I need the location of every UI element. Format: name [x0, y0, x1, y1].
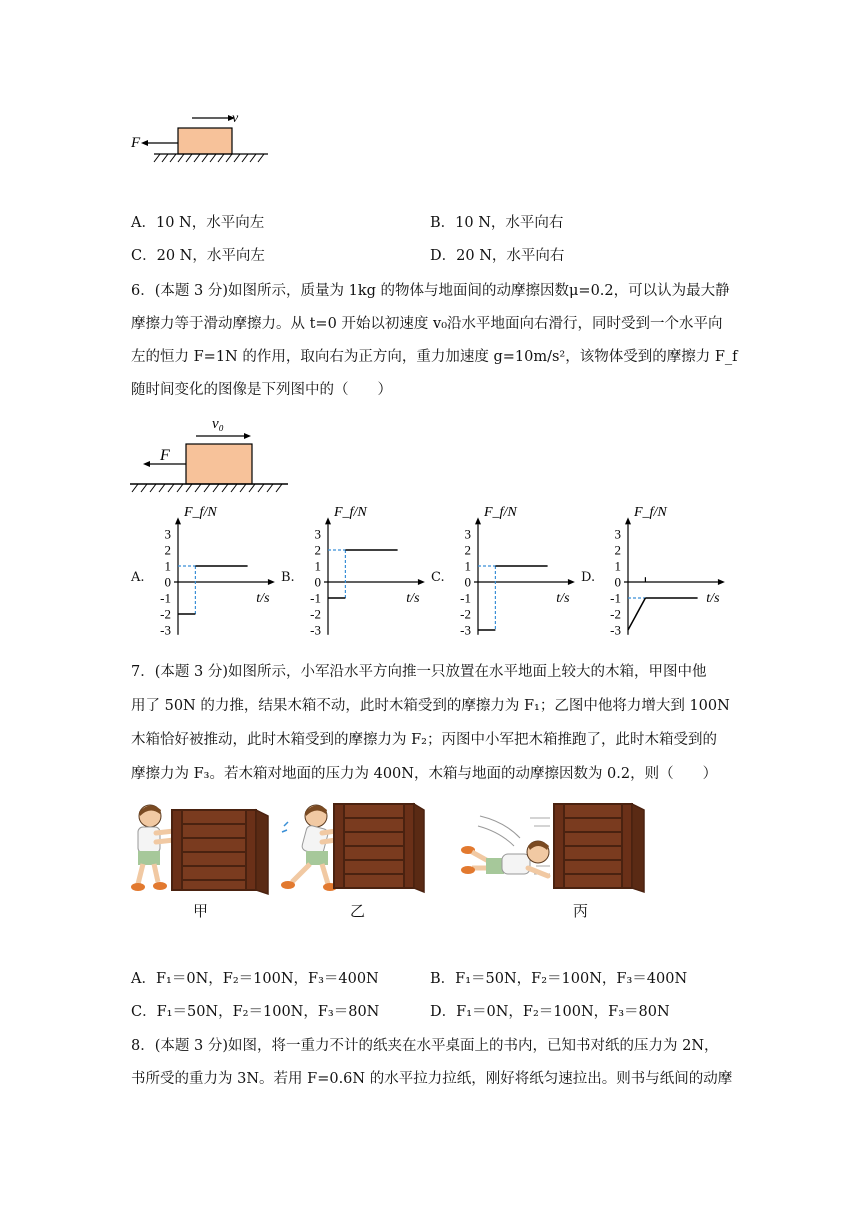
y-axis-label: F_f/N [484, 505, 517, 520]
q8-line-2: 书所受的重力为 3N。若用 F=0.6N 的水平拉力拉纸，刚好将纸匀速拉出。则书与纸间的动摩 [131, 1071, 733, 1087]
y-tick-label: -2 [460, 606, 471, 622]
y-axis-label: F_f/N [184, 505, 217, 520]
q5-force-label: F [131, 135, 141, 151]
y-tick-label: 2 [614, 542, 621, 558]
y-tick-label: 3 [614, 526, 621, 542]
friction-segment [628, 598, 645, 630]
q7-pushing-illustration-yi [278, 798, 428, 898]
q6-line-4: 随时间变化的图像是下列图中的（ ） [131, 382, 392, 398]
x-axis-arrow [568, 579, 575, 585]
q5-velocity-label: v [232, 111, 239, 126]
y-tick-label: -1 [160, 590, 171, 606]
option-text: 20 N，水平向右 [456, 248, 565, 264]
q5-option-a[interactable] [131, 213, 264, 233]
y-tick-label: -3 [460, 622, 471, 638]
option-text: F₁＝0N，F₂＝100N，F₃＝80N [456, 1004, 670, 1020]
x-axis-label: t/s [256, 591, 270, 606]
y-tick-label: -3 [160, 622, 171, 638]
q5-option-d[interactable] [430, 246, 564, 266]
x-axis-label: t/s [556, 591, 570, 606]
q6-force-label: F [160, 447, 170, 464]
y-tick-label: -2 [610, 606, 621, 622]
q6-line-2: 摩擦力等于滑动摩擦力。从 t=0 开始以初速度 v₀沿水平地面向右滑行，同时受到一个水平向 [131, 316, 723, 332]
option-letter: B． [430, 215, 456, 231]
option-letter: C． [131, 248, 157, 264]
q7-pushing-illustration-jia [128, 798, 273, 898]
x-axis-label: t/s [706, 591, 720, 606]
y-axis-arrow [325, 517, 331, 524]
q6-chart-c[interactable] [448, 504, 578, 648]
x-axis-arrow [268, 579, 275, 585]
q6-chart-b[interactable] [298, 504, 428, 648]
y-tick-label: -1 [610, 590, 621, 606]
q7-option-b[interactable] [430, 969, 687, 989]
y-tick-label: 2 [164, 542, 171, 558]
y-tick-label: -2 [310, 606, 321, 622]
q7-caption-jia: 甲 [193, 903, 209, 920]
x-axis-arrow [418, 579, 425, 585]
y-tick-label: 3 [164, 526, 171, 542]
q6-chart-letter-c[interactable]: C. [431, 570, 445, 585]
q6-velocity-label: v₀ [212, 416, 224, 432]
y-axis-label: F_f/N [334, 505, 367, 520]
q7-line-3: 木箱恰好被推动，此时木箱受到的摩擦力为 F₂；丙图中小军把木箱推跑了，此时木箱受到的 [131, 732, 717, 748]
y-tick-label: 1 [314, 558, 321, 574]
y-tick-label: -1 [460, 590, 471, 606]
y-tick-label: -3 [610, 622, 621, 638]
y-tick-label: -2 [160, 606, 171, 622]
q6-chart-letter-d[interactable]: D. [581, 570, 596, 585]
y-axis-arrow [625, 517, 631, 524]
q6-chart-letter-a[interactable]: A. [131, 570, 145, 585]
y-tick-label: 2 [314, 542, 321, 558]
y-tick-label: 0 [464, 574, 471, 590]
q7-option-c[interactable] [131, 1002, 379, 1022]
q6-line-1: 6．(本题 3 分)如图所示，质量为 1kg 的物体与地面间的动摩擦因数μ=0.2，可以认为最大静 [131, 283, 730, 299]
option-letter: A． [131, 971, 156, 987]
q7-option-d[interactable] [430, 1002, 670, 1022]
y-tick-label: 0 [314, 574, 321, 590]
option-letter: D． [430, 248, 457, 264]
y-axis-label: F_f/N [634, 505, 667, 520]
y-tick-label: 2 [464, 542, 471, 558]
y-tick-label: 3 [464, 526, 471, 542]
y-tick-label: 0 [614, 574, 621, 590]
q5-option-c[interactable] [131, 246, 265, 266]
q6-chart-letter-b[interactable]: B. [281, 570, 295, 585]
option-text: 10 N，水平向右 [455, 215, 564, 231]
q5-option-b[interactable] [430, 213, 563, 233]
option-letter: C． [131, 1004, 157, 1020]
q6-chart-a[interactable] [148, 504, 278, 648]
y-axis-arrow [175, 517, 181, 524]
q7-caption-yi: 乙 [350, 903, 366, 920]
q5-block-figure [128, 104, 278, 168]
y-tick-label: 1 [464, 558, 471, 574]
y-tick-label: -3 [310, 622, 321, 638]
q8-line-1: 8．(本题 3 分)如图，将一重力不计的纸夹在水平桌面上的书内，已知书对纸的压力为 2N， [131, 1038, 719, 1054]
q7-line-4: 摩擦力为 F₃。若木箱对地面的压力为 400N，木箱与地面的动摩擦因数为 0.2，则（ ） [131, 766, 718, 782]
y-tick-label: 1 [614, 558, 621, 574]
q7-caption-bing: 丙 [573, 903, 589, 920]
option-text: 20 N，水平向左 [156, 248, 265, 264]
option-letter: D． [430, 1004, 457, 1020]
y-tick-label: -1 [310, 590, 321, 606]
option-text: 10 N，水平向左 [155, 215, 265, 231]
option-letter: A． [131, 215, 156, 231]
q7-line-2: 用了 50N 的力推，结果木箱不动，此时木箱受到的摩擦力为 F₁；乙图中他将力增大到 100N [131, 698, 730, 714]
q7-pushing-illustration-bing [450, 796, 650, 898]
q6-block-figure [126, 410, 296, 496]
q7-line-1: 7．(本题 3 分)如图所示，小军沿水平方向推一只放置在水平地面上较大的木箱，甲图中他 [131, 664, 707, 680]
option-letter: B． [430, 971, 456, 987]
x-axis-label: t/s [406, 591, 420, 606]
y-tick-label: 1 [164, 558, 171, 574]
option-text: F₁＝50N，F₂＝100N，F₃＝400N [455, 971, 688, 987]
y-axis-arrow [475, 517, 481, 524]
y-tick-label: 0 [164, 574, 171, 590]
q6-chart-d[interactable] [598, 504, 728, 648]
option-text: F₁＝0N，F₂＝100N，F₃＝400N [155, 971, 379, 987]
y-tick-label: 3 [314, 526, 321, 542]
q7-option-a[interactable] [131, 969, 379, 989]
q6-line-3: 左的恒力 F=1N 的作用，取向右为正方向，重力加速度 g=10m/s²，该物体受到的摩擦力 F_f [131, 349, 738, 365]
option-text: F₁＝50N，F₂＝100N，F₃＝80N [156, 1004, 380, 1020]
x-axis-arrow [718, 579, 725, 585]
